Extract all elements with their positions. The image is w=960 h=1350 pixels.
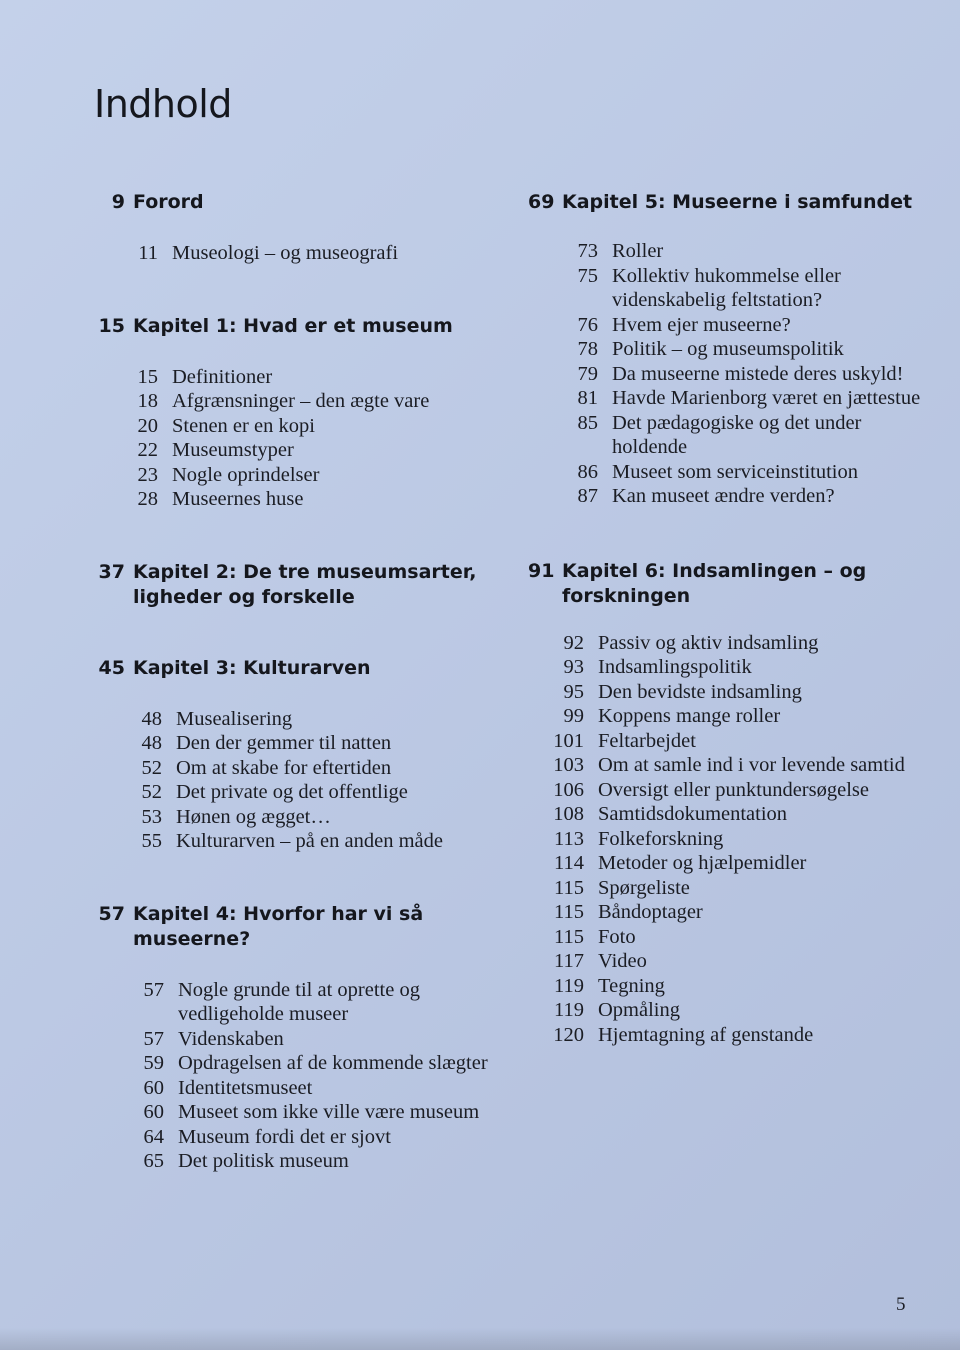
toc-entry-list: [528, 631, 938, 1048]
toc-entry[interactable]: [550, 802, 938, 827]
page-title: Indhold: [94, 82, 232, 126]
entry-title: Om at skabe for eftertiden: [176, 756, 392, 779]
entry-page-number: 57: [143, 978, 164, 1001]
page-edge-shadow: [0, 1328, 960, 1350]
toc-entry[interactable]: [550, 778, 938, 803]
chapter-heading[interactable]: [95, 190, 505, 215]
toc-entry[interactable]: [131, 487, 505, 512]
entry-title: Hvem ejer museerne?: [612, 313, 791, 336]
toc-entry[interactable]: [550, 1023, 938, 1048]
entry-title: Identitetsmuseet: [178, 1076, 313, 1099]
entry-page-number: 64: [143, 1125, 164, 1148]
toc-entry[interactable]: [131, 241, 505, 266]
toc-entry[interactable]: [550, 998, 938, 1023]
entry-title: Båndoptager: [598, 901, 703, 923]
entry-title: Tegning: [598, 974, 665, 997]
chapter-title: Kapitel 3: Kulturarven: [133, 656, 371, 679]
entry-page-number: 23: [137, 463, 158, 486]
entry-title: Metoder og hjælpemidler: [598, 852, 807, 874]
entry-title: Da museerne mistede deres uskyld!: [612, 362, 904, 385]
entry-title: Den bevidste indsamling: [598, 680, 802, 703]
entry-title: Kulturarven – på en anden måde: [176, 830, 443, 852]
chapter-heading[interactable]: [95, 560, 505, 610]
toc-entry[interactable]: [137, 1149, 505, 1174]
entry-title: Oversigt eller punktundersøgelse: [598, 778, 869, 801]
chapter-page-number: 69: [528, 191, 555, 213]
chapter-page-number: 37: [98, 560, 125, 583]
toc-entry[interactable]: [137, 1051, 505, 1076]
entry-page-number: 76: [577, 313, 598, 336]
toc-entry[interactable]: [137, 1027, 505, 1052]
toc-entry-list: [95, 241, 505, 266]
toc-entry-list: [95, 978, 505, 1174]
toc-entry[interactable]: [131, 389, 505, 414]
entry-page-number: 73: [577, 240, 598, 262]
entry-title: Museum fordi det er sjovt: [178, 1125, 391, 1148]
entry-title: Roller: [612, 240, 664, 262]
chapter-heading[interactable]: [528, 190, 938, 215]
entry-page-number: 60: [143, 1076, 164, 1099]
toc-entry-list: [528, 239, 938, 509]
entry-page-number: 22: [137, 439, 158, 461]
toc-right-column: [528, 190, 938, 1047]
entry-page-number: 92: [563, 631, 584, 654]
toc-entry[interactable]: [135, 829, 505, 854]
toc-entry-list: [95, 707, 505, 854]
entry-page-number: 15: [137, 365, 158, 388]
entry-title: Kollektiv hukommelse eller videnskabelig feltstation?: [612, 264, 841, 311]
entry-page-number: 60: [143, 1101, 164, 1123]
toc-entry[interactable]: [564, 386, 938, 411]
entry-title: Videnskaben: [178, 1027, 284, 1050]
toc-entry[interactable]: [550, 655, 938, 680]
toc-entry[interactable]: [550, 851, 938, 876]
entry-title: Passiv og aktiv indsamling: [598, 631, 819, 654]
entry-page-number: 55: [141, 830, 162, 852]
chapter-title: Forord: [133, 191, 204, 213]
entry-title: Opmåling: [598, 999, 680, 1021]
entry-page-number: 101: [553, 729, 584, 752]
toc-entry[interactable]: [564, 362, 938, 387]
page-number: 5: [896, 1294, 906, 1315]
entry-page-number: 52: [141, 781, 162, 803]
entry-page-number: 103: [553, 754, 584, 776]
toc-chapter: [528, 559, 938, 1048]
toc-entry[interactable]: [550, 827, 938, 852]
entry-title: Kan museet ændre verden?: [612, 485, 835, 507]
chapter-page-number: 57: [98, 902, 125, 925]
chapter-heading[interactable]: [95, 314, 505, 339]
entry-page-number: 99: [563, 705, 584, 727]
toc-entry[interactable]: [550, 949, 938, 974]
entry-page-number: 85: [577, 411, 598, 434]
entry-page-number: 28: [137, 488, 158, 510]
entry-title: Feltarbejdet: [598, 729, 696, 752]
toc-entry[interactable]: [550, 876, 938, 901]
entry-title: Samtidsdokumentation: [598, 803, 788, 825]
toc-entry[interactable]: [135, 707, 505, 732]
entry-page-number: 79: [577, 362, 598, 385]
entry-title: Det pædagogiske og det under holdende: [612, 411, 862, 458]
entry-page-number: 108: [553, 803, 584, 825]
entry-page-number: 115: [554, 925, 584, 948]
toc-chapter: [95, 190, 505, 266]
entry-page-number: 52: [141, 756, 162, 779]
entry-title: Afgrænsninger – den ægte vare: [172, 390, 430, 412]
entry-page-number: 119: [554, 974, 584, 997]
chapter-page-number: 91: [528, 559, 555, 582]
toc-chapter: [95, 902, 505, 1174]
toc-chapter: [95, 560, 505, 610]
entry-title: Musealisering: [176, 707, 293, 730]
entry-title: Video: [598, 950, 647, 972]
chapter-page-number: 9: [111, 191, 125, 213]
toc-entry-list: [95, 365, 505, 512]
entry-title: Om at samle ind i vor levende samtid: [598, 754, 905, 776]
entry-title: Nogle grunde til at oprette og vedligeholde museer: [178, 978, 420, 1025]
toc-entry[interactable]: [564, 484, 938, 509]
entry-page-number: 78: [577, 338, 598, 360]
toc-entry[interactable]: [564, 239, 938, 264]
toc-entry[interactable]: [135, 780, 505, 805]
entry-page-number: 65: [143, 1150, 164, 1172]
toc-left-column: [95, 190, 505, 1174]
entry-title: Indsamlingspolitik: [598, 656, 752, 678]
entry-title: Stenen er en kopi: [172, 414, 315, 437]
toc-entry[interactable]: [135, 756, 505, 781]
entry-page-number: 113: [554, 827, 584, 850]
entry-page-number: 18: [137, 390, 158, 412]
entry-page-number: 75: [577, 264, 598, 287]
chapter-heading[interactable]: [528, 559, 938, 609]
toc-chapter: [95, 314, 505, 512]
chapter-title: Kapitel 1: Hvad er et museum: [133, 314, 453, 337]
toc-entry[interactable]: [137, 978, 505, 1027]
chapter-title: Kapitel 5: Museerne i samfundet: [562, 191, 913, 213]
entry-title: Foto: [598, 925, 636, 948]
chapter-title: Kapitel 6: Indsamlingen – og forskningen: [562, 559, 867, 607]
entry-title: Politik – og museumspolitik: [612, 338, 844, 360]
entry-title: Spørgeliste: [598, 876, 690, 899]
chapter-page-number: 15: [98, 314, 125, 337]
entry-title: Museernes huse: [172, 488, 304, 510]
chapter-heading[interactable]: [95, 656, 505, 681]
toc-entry[interactable]: [550, 925, 938, 950]
toc-entry[interactable]: [135, 731, 505, 756]
toc-entry[interactable]: [131, 463, 505, 488]
chapter-title: Kapitel 2: De tre museumsarter, ligheder og forskelle: [133, 560, 477, 608]
toc-entry[interactable]: [564, 264, 938, 313]
entry-page-number: 119: [554, 999, 584, 1021]
entry-page-number: 59: [143, 1052, 164, 1074]
chapter-page-number: 45: [98, 656, 125, 679]
toc-entry[interactable]: [137, 1100, 505, 1125]
entry-page-number: 117: [554, 950, 584, 972]
entry-title: Folkeforskning: [598, 827, 724, 850]
entry-title: Den der gemmer til natten: [176, 732, 392, 754]
entry-page-number: 115: [554, 876, 584, 899]
entry-title: Nogle oprindelser: [172, 463, 320, 486]
toc-entry[interactable]: [564, 411, 938, 460]
entry-title: Koppens mange roller: [598, 705, 781, 727]
entry-page-number: 81: [577, 387, 598, 409]
entry-title: Hønen og ægget…: [176, 805, 331, 828]
entry-page-number: 53: [141, 805, 162, 828]
entry-title: Museumstyper: [172, 439, 294, 461]
toc-entry[interactable]: [564, 313, 938, 338]
entry-title: Det private og det offentlige: [176, 781, 408, 803]
entry-page-number: 95: [563, 680, 584, 703]
entry-title: Det politisk museum: [178, 1150, 349, 1172]
entry-title: Museologi – og museografi: [172, 242, 399, 264]
toc-entry[interactable]: [550, 680, 938, 705]
toc-entry[interactable]: [135, 805, 505, 830]
entry-title: Museet som serviceinstitution: [612, 460, 858, 483]
entry-page-number: 120: [553, 1023, 584, 1046]
entry-page-number: 48: [141, 707, 162, 730]
entry-title: Museet som ikke ville være museum: [178, 1101, 480, 1123]
entry-title: Havde Marienborg været en jættestue: [612, 387, 921, 409]
toc-entry[interactable]: [564, 337, 938, 362]
toc-entry[interactable]: [564, 460, 938, 485]
chapter-heading[interactable]: [95, 902, 505, 952]
toc-entry[interactable]: [550, 704, 938, 729]
entry-page-number: 106: [553, 778, 584, 801]
entry-page-number: 93: [563, 656, 584, 678]
toc-entry[interactable]: [550, 753, 938, 778]
toc-chapter: [528, 190, 938, 509]
entry-page-number: 57: [143, 1027, 164, 1050]
toc-entry[interactable]: [550, 900, 938, 925]
entry-title: Definitioner: [172, 365, 273, 388]
entry-page-number: 87: [577, 485, 598, 507]
entry-page-number: 20: [137, 414, 158, 437]
entry-title: Opdragelsen af de kommende slægter: [178, 1052, 488, 1074]
toc-entry[interactable]: [131, 414, 505, 439]
toc-entry[interactable]: [131, 365, 505, 390]
entry-title: Hjemtagning af genstande: [598, 1023, 814, 1046]
chapter-title: Kapitel 4: Hvorfor har vi så museerne?: [133, 902, 424, 950]
entry-page-number: 115: [554, 901, 584, 923]
toc-entry[interactable]: [131, 438, 505, 463]
entry-page-number: 48: [141, 732, 162, 754]
toc-entry[interactable]: [550, 631, 938, 656]
toc-entry[interactable]: [137, 1125, 505, 1150]
entry-page-number: 11: [138, 242, 158, 264]
toc-entry[interactable]: [550, 729, 938, 754]
entry-page-number: 86: [577, 460, 598, 483]
toc-entry[interactable]: [550, 974, 938, 999]
toc-chapter: [95, 656, 505, 854]
entry-page-number: 114: [554, 852, 584, 874]
toc-entry[interactable]: [137, 1076, 505, 1101]
